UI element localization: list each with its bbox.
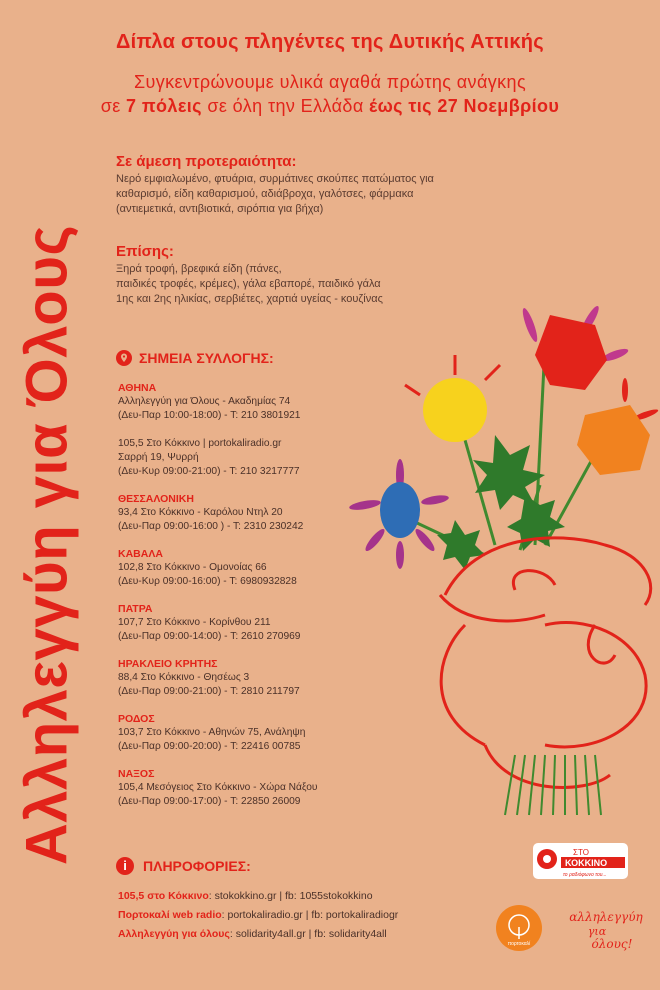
flower-bouquet-illustration [345,295,660,825]
tree-icon [496,905,542,951]
stokokkino-logo [533,843,628,879]
info-line-solidarity: Αλληλεγγύη για όλους: solidarity4all.gr | fb: solidarity4all [118,928,387,940]
solidarity-wordmark [567,907,645,951]
portokali-logo [496,905,542,951]
subtitle-line1: Συγκεντρώνουμε υλικά αγαθά πρώτης ανάγκης [133,72,527,92]
location-rhodes: ΡΟΔΟΣ 103,7 Στο Κόκκινο - Αθηνών 75, Ανάληψη (Δευ-Παρ 09:00-20:00) - Τ: 22416 00785 [118,713,306,752]
location-heraklion: ΗΡΑΚΛΕΙΟ ΚΡΗΤΗΣ 88,4 Στο Κόκκινο - Θησέως 3 (Δευ-Παρ 09:00-21:00) - Τ: 2810 211797 [118,658,300,697]
location-thessaloniki: ΘΕΣΣΑΛΟΝΙΚΗ 93,4 Στο Κόκκινο - Καρόλου Ντηλ 20 (Δευ-Παρ 09:00-16:00 ) - Τ: 2310 230242 [118,493,304,532]
map-pin-icon [116,350,132,366]
info-line-stokokkino: 105,5 στο Κόκκινο: stokokkino.gr | fb: 1055stokokkino [118,890,373,902]
location-athens-2: 105,5 Στο Κόκκινο | portokaliradio.gr Σαρρή 19, Ψυρρή (Δευ-Κυρ 09:00-21:00) - Τ: 210 3217777 [118,438,300,477]
location-patra: ΠΑΤΡΑ 107,7 Στο Κόκκινο - Κορίνθου 211 (Δευ-Παρ 09:00-14:00) - Τ: 2610 270969 [118,603,301,642]
info-line-portokali: Πορτοκαλί web radio: portokaliradio.gr | fb: portokaliradiogr [118,909,399,921]
subtitle-line2: σε 7 πόλεις σε όλη την Ελλάδα έως τις 27 Νοεμβρίου [100,96,560,116]
stokokkino-tag-text: το ραδιόφωνο του... [563,872,607,878]
svg-text:πορτοκαλί: πορτοκαλί [507,941,531,947]
svg-text:για: για [587,925,607,938]
header-subtitle [0,70,660,118]
solidarity-logo [567,907,645,955]
location-naxos: ΝΑΞΟΣ 105,4 Μεσόγειος Στο Κόκκινο - Χώρα Νάξου (Δευ-Παρ 09:00-17:00) - Τ: 22850 26009 [118,768,318,807]
vertical-title: Αλληλεγγύη για Όλους [14,224,80,866]
svg-text:όλους!: όλους! [591,937,633,951]
location-kavala: ΚΑΒΑΛΑ 102,8 Στο Κόκκινο - Ομονοίας 66 (Δευ-Κυρ 09:00-16:00) - Τ: 6980932828 [118,548,297,587]
also-title: Επίσης: [116,243,174,260]
collection-points-title: ΣΗΜΕΙΑ ΣΥΛΛΟΓΗΣ: [116,350,274,366]
info-icon: i [116,857,134,875]
svg-text:αλληλεγγύη: αλληλεγγύη [569,910,643,924]
priority-text: Νερό εμφιαλωμένο, φτυάρια, συρμάτινες σκούπες πατώματος για καθαρισμό, είδη καθαρισμού, αδιάβροχα, γαλότσες, φάρμακα (αντιεμετικά, αντιβιοτικά, σιρόπια για βήχα) [116,173,434,215]
also-text: Ξηρά τροφή, βρεφικά είδη (πάνες, παιδικές τροφές, κρέμες), γάλα εβαπορέ, παιδικό γάλα 1ης και 2ης ηλικίας, σερβιέτες, χαρτιά υγείας - κουζίνας [116,263,383,305]
info-title: i ΠΛΗΡΟΦΟΡΙΕΣ: [116,857,251,875]
priority-title: Σε άμεση προτεραιότητα: [116,153,297,170]
location-athens: ΑΘΗΝΑ Αλληλεγγύη για Όλους - Ακαδημίας 74 (Δευ-Παρ 10:00-18:00) - Τ: 210 3801921 [118,382,301,421]
priority-section [116,153,576,217]
header-title: Δίπλα στους πληγέντες της Δυτικής Αττικής [115,31,544,53]
stokokkino-top-text: ΣΤΟ [573,848,589,857]
stokokkino-main-text: ΚΟΚΚΙΝΟ [565,858,608,868]
